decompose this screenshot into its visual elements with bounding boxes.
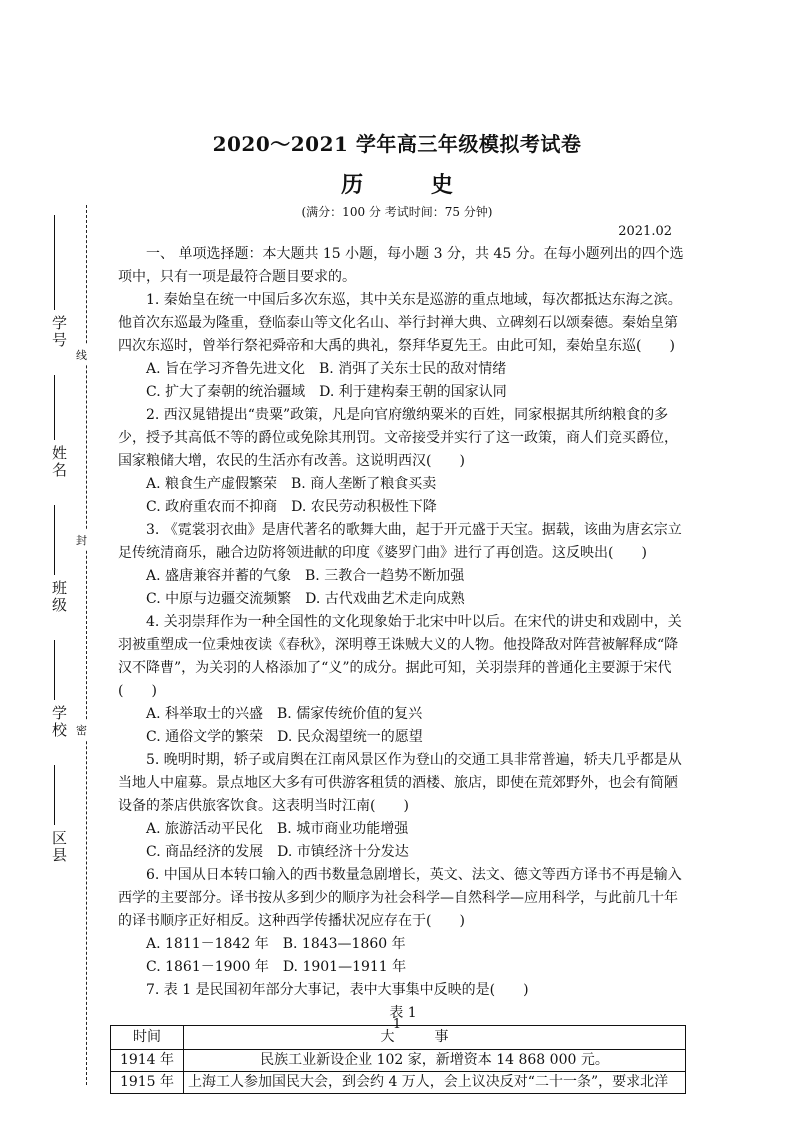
- option-d: D. 民众渴望统一的愿望: [277, 729, 423, 745]
- option-d: D. 农民劳动积极性下降: [291, 499, 437, 515]
- question-1-options-cd: [118, 381, 688, 404]
- option-c: C. 商品经济的发展: [146, 844, 264, 860]
- question-1-options-ab: [118, 358, 688, 381]
- binding-dashed-line: [86, 205, 87, 1085]
- question-2-stem: 2. 西汉晁错提出“贵粟”政策，凡是向官府缴纳粟米的百姓，同家根据其所纳粮食的多少，授予其高低不等的爵位或免除其刑罚。文帝接受并实行了这一政策，商人们竞买爵位，国家粮储大增，农民的生活亦有改善。这说明西汉( ): [118, 407, 678, 469]
- question-4-options-cd: [118, 726, 688, 749]
- table-cell-time: 1914 年: [111, 1050, 184, 1072]
- option-d: D. 市镇经济十分发达: [277, 844, 409, 860]
- mark-seal: 封: [76, 530, 87, 550]
- option-b: B. 1843—1860 年: [282, 936, 406, 952]
- option-b: B. 商人垄断了粮食买卖: [291, 476, 437, 492]
- exam-title: 2020～2021 学年高三年级模拟考试卷: [212, 132, 582, 156]
- option-d: D. 古代戏曲艺术走向成熟: [305, 591, 465, 607]
- mark-secret: 密: [76, 720, 87, 740]
- option-a: A. 旅游活动平民化: [146, 821, 264, 837]
- question-2-options-ab: [118, 473, 688, 496]
- option-c: C. 1861－1900 年: [146, 959, 269, 975]
- table-caption: 表 1: [389, 1005, 417, 1021]
- question-6-options-ab: [118, 933, 688, 956]
- events-table: [110, 1025, 686, 1094]
- option-d: D. 利于建构秦王朝的国家认同: [319, 384, 507, 400]
- table-cell-event: 上海工人参加国民大会，到会约 4 万人，会上议决反对“二十一条”，要求北洋: [184, 1072, 686, 1094]
- option-c: C. 通俗文学的繁荣: [146, 729, 264, 745]
- exam-meta: (满分：100 分 考试时间：75 分钟): [301, 205, 493, 219]
- exam-content: [118, 243, 688, 1094]
- question-3-options-cd: [118, 588, 688, 611]
- table-header-time: 时间: [111, 1026, 184, 1050]
- exam-date: 2021.02: [618, 224, 672, 239]
- option-b: B. 三教合一趋势不断加强: [305, 568, 465, 584]
- option-c: C. 政府重农而不抑商: [146, 499, 278, 515]
- table-cell-time: 1915 年: [111, 1072, 184, 1094]
- option-b: B. 城市商业功能增强: [277, 821, 409, 837]
- table-cell-event: 民族工业新设企业 102 家，新增资本 14 868 000 元。: [184, 1050, 686, 1072]
- line-school: [54, 640, 55, 700]
- question-1-stem: 1. 秦始皇在统一中国后多次东巡，其中关东是巡游的重点地域，每次都抵达东海之滨。他首次东巡最为隆重，登临泰山等文化名山、举行封禅大典、立碑刻石以颂秦德。秦始皇第四次东巡时，曾举行祭祀舜帝和大禹的典礼，祭拜华夏先王。由此可知，秦始皇东巡( ): [118, 292, 682, 354]
- option-a: A. 旨在学习齐鲁先进文化: [146, 361, 306, 377]
- mark-line: 线: [76, 345, 87, 365]
- option-c: C. 中原与边疆交流频繁: [146, 591, 292, 607]
- option-b: B. 消弭了关东士民的敌对情绪: [319, 361, 507, 377]
- question-6-stem: 6. 中国从日本转口输入的西书数量急剧增长，英文、法文、德文等西方译书不再是输入西学的主要部分。译书按从多到少的顺序为社会科学—自然科学—应用科学，与此前几十年的译书顺序正好相反。这种西学传播状况应存在于( ): [118, 867, 682, 929]
- subject-text: 历 史: [341, 172, 483, 198]
- question-4-stem: 4. 关羽崇拜作为一种全国性的文化现象始于北宋中叶以后。在宋代的讲史和戏剧中，关羽被重塑成一位秉烛夜读《春秋》，深明尊王诛贼大义的人物。他投降敌对阵营被解释成“降汉不降曹”，为关羽的人格添加了“义”的成分。据此可知，关羽崇拜的普通化主要源于宋代( ): [118, 614, 682, 699]
- question-5-options-cd: [118, 841, 688, 864]
- option-a: A. 科举取士的兴盛: [146, 706, 264, 722]
- label-student-id: 学号: [50, 315, 68, 349]
- subject-title: [0, 168, 794, 199]
- table-row: [111, 1050, 686, 1072]
- option-c: C. 扩大了秦朝的统治疆域: [146, 384, 306, 400]
- question-4-options-ab: [118, 703, 688, 726]
- question-5-options-ab: [118, 818, 688, 841]
- option-a: A. 1811－1842 年: [146, 936, 269, 952]
- line-student-id: [54, 215, 55, 310]
- question-3-options-ab: [118, 565, 688, 588]
- question-2-options-cd: [118, 496, 688, 519]
- option-d: D. 1901—1911 年: [282, 959, 407, 975]
- line-class: [54, 505, 55, 575]
- question-6-options-cd: [118, 956, 688, 979]
- option-a: A. 粮食生产虚假繁荣: [146, 476, 278, 492]
- table-header-event-text: 大事: [380, 1029, 489, 1045]
- table-row: [111, 1072, 686, 1094]
- option-b: B. 儒家传统价值的复兴: [277, 706, 423, 722]
- label-district: 区县: [50, 830, 68, 864]
- label-name: 姓名: [50, 445, 68, 479]
- binding-strip: [40, 205, 100, 1085]
- page-number: 1: [392, 1017, 402, 1032]
- line-name: [54, 375, 55, 440]
- label-school: 学校: [50, 705, 68, 739]
- question-7-stem: 7. 表 1 是民国初年部分大事记，表中大事集中反映的是( ): [146, 982, 529, 998]
- option-a: A. 盛唐兼容并蓄的气象: [146, 568, 292, 584]
- section-heading: 一、 单项选择题：本大题共 15 小题，每小题 3 分，共 45 分。在每小题列出的四个选项中，只有一项是最符合题目要求的。: [118, 246, 684, 285]
- question-3-stem: 3. 《霓裳羽衣曲》是唐代著名的歌舞大曲，起于开元盛于天宝。据载，该曲为唐玄宗立足传统清商乐，融合边防将领进献的印度《婆罗门曲》进行了再创造。这反映出( ): [118, 522, 682, 561]
- question-5-stem: 5. 晚明时期，轿子或肩舆在江南风景区作为登山的交通工具非常普遍，轿夫几乎都是从当地人中雇募。景点地区大多有可供游客租赁的酒楼、旅店，即使在荒郊野外，也会有简陋设备的茶店供旅客饮食。这表明当时江南( ): [118, 752, 682, 814]
- line-district: [54, 765, 55, 825]
- label-class: 班级: [50, 580, 68, 614]
